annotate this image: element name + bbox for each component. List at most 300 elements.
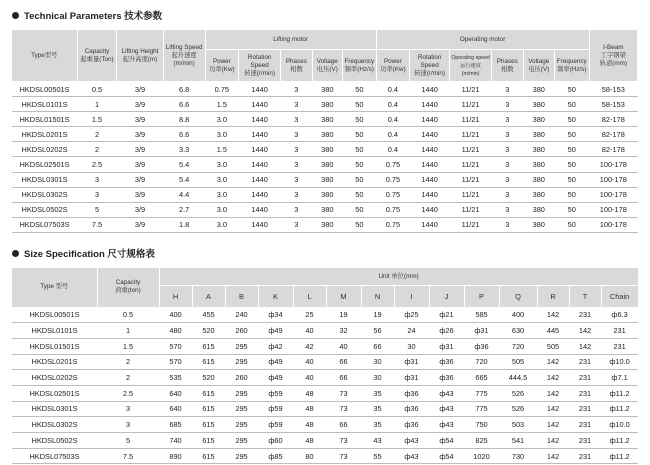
col-lifting-height-header: Lifting Height 起升高度(m) — [117, 30, 163, 82]
table-cell: 3 — [281, 142, 312, 157]
table-cell: 505 — [537, 338, 569, 354]
table-cell: 720 — [499, 338, 537, 354]
table-cell: ф59 — [258, 385, 293, 401]
table-cell: 380 — [523, 127, 554, 142]
table-cell: ф43 — [394, 433, 429, 449]
size-specification-body — [12, 307, 638, 464]
table-cell: 295 — [225, 417, 258, 433]
table-cell: 0.75 — [376, 187, 410, 202]
table-cell: 50 — [343, 97, 377, 112]
table-cell: 0.75 — [376, 172, 410, 187]
table-cell: 380 — [312, 157, 342, 172]
table-cell: 455 — [192, 307, 225, 323]
col-dim-header: A — [192, 286, 225, 308]
table-cell: 3 — [492, 82, 523, 97]
table-row — [12, 433, 638, 449]
table-cell: 380 — [523, 172, 554, 187]
table-row — [12, 82, 638, 97]
table-cell: 3/9 — [117, 172, 163, 187]
table-cell: ф31 — [464, 323, 499, 339]
table-cell: 231 — [569, 354, 601, 370]
table-cell: 825 — [464, 433, 499, 449]
model-cell: HKDSL0502S — [12, 202, 77, 217]
model-cell: HKDSL0101S — [12, 323, 97, 339]
table-cell: 400 — [499, 307, 537, 323]
table-row — [12, 448, 638, 464]
model-cell: HKDSL0302S — [12, 187, 77, 202]
table-cell: 1440 — [239, 217, 281, 232]
table-cell: 585 — [464, 307, 499, 323]
table-cell: 640 — [159, 401, 192, 417]
table-cell: 526 — [499, 385, 537, 401]
table-cell: 2 — [77, 127, 117, 142]
table-cell: 3 — [492, 142, 523, 157]
table-cell: 615 — [192, 354, 225, 370]
table-cell: 142 — [537, 354, 569, 370]
table-cell: 73 — [326, 448, 361, 464]
table-cell: 2 — [97, 354, 159, 370]
table-cell: 3/9 — [117, 82, 163, 97]
table-cell: 50 — [343, 157, 377, 172]
table-cell: 1.5 — [205, 97, 239, 112]
table-cell: ф10.0 — [601, 354, 638, 370]
table-cell: 1440 — [410, 217, 450, 232]
table-cell: 503 — [499, 417, 537, 433]
col-dim-header: H — [159, 286, 192, 308]
table-cell: 520 — [192, 370, 225, 386]
model-cell: HKDSL00501S — [12, 82, 77, 97]
table-cell: 3 — [492, 97, 523, 112]
table-cell: 1440 — [239, 97, 281, 112]
model-cell: HKDSL0302S — [12, 417, 97, 433]
table-cell: 142 — [537, 417, 569, 433]
table-row — [12, 172, 638, 187]
table-cell: ф25 — [394, 307, 429, 323]
table-cell: 570 — [159, 354, 192, 370]
table-cell: 50 — [554, 112, 589, 127]
table-cell: 0.75 — [205, 82, 239, 97]
table-cell: 3.0 — [205, 202, 239, 217]
table-cell: 1440 — [239, 187, 281, 202]
table-cell: 380 — [312, 187, 342, 202]
table-cell: 0.75 — [376, 217, 410, 232]
model-cell: HKDSL0101S — [12, 97, 77, 112]
table-cell: 48 — [293, 385, 326, 401]
model-cell: HKDSL0202S — [12, 370, 97, 386]
table-cell: 3 — [281, 217, 312, 232]
table-cell: 5.4 — [163, 172, 205, 187]
col-dim-header: B — [225, 286, 258, 308]
table-cell: 3 — [281, 127, 312, 142]
table-cell: ф36 — [394, 417, 429, 433]
table-cell: 1440 — [239, 157, 281, 172]
table-row — [12, 97, 638, 112]
col-om-voltage-header: Voltage 电压(V) — [523, 50, 554, 82]
unit-group-header: Unit 单位(mm) — [159, 268, 638, 286]
table-cell: 1440 — [239, 112, 281, 127]
table-cell: 0.4 — [376, 97, 410, 112]
table-cell: 380 — [523, 157, 554, 172]
table-cell: 3.0 — [205, 217, 239, 232]
table-cell: 82-178 — [589, 142, 637, 157]
table-row — [12, 385, 638, 401]
table-cell: ф36 — [429, 354, 464, 370]
model-cell: HKDSL07503S — [12, 448, 97, 464]
table-cell: 19 — [326, 307, 361, 323]
table-cell: 445 — [537, 323, 569, 339]
table-cell: 142 — [537, 307, 569, 323]
table-cell: 3 — [281, 187, 312, 202]
table-cell: ф11.2 — [601, 385, 638, 401]
table-cell: 11/21 — [450, 202, 492, 217]
technical-parameters-title — [12, 8, 162, 22]
table-cell: 50 — [343, 112, 377, 127]
col-type-header: Type 型号 — [12, 268, 97, 307]
table-cell: 3/9 — [117, 187, 163, 202]
table-row — [12, 354, 638, 370]
table-cell: 66 — [326, 354, 361, 370]
table-cell: 66 — [361, 338, 394, 354]
table-cell: 1.8 — [163, 217, 205, 232]
table-cell: 5.4 — [163, 157, 205, 172]
model-cell: HKDSL0202S — [12, 142, 77, 157]
table-cell: 142 — [569, 323, 601, 339]
col-capacity-header: Capacity 起重量(Ton) — [77, 30, 117, 82]
table-cell: 2.7 — [163, 202, 205, 217]
table-row — [12, 112, 638, 127]
table-cell: 480 — [159, 323, 192, 339]
table-cell: 11/21 — [450, 187, 492, 202]
table-cell: ф59 — [258, 401, 293, 417]
table-cell: 3 — [281, 82, 312, 97]
model-cell: HKDSL0301S — [12, 401, 97, 417]
table-cell: 35 — [361, 385, 394, 401]
table-cell: 7.5 — [77, 217, 117, 232]
table-cell: 295 — [225, 385, 258, 401]
table-cell: 30 — [394, 338, 429, 354]
table-cell: 4.4 — [163, 187, 205, 202]
table-cell: 73 — [326, 433, 361, 449]
table-cell: 231 — [601, 323, 638, 339]
table-cell: 3.0 — [205, 127, 239, 142]
table-cell: 3 — [281, 157, 312, 172]
table-cell: ф34 — [258, 307, 293, 323]
model-cell: HKDSL0201S — [12, 354, 97, 370]
table-cell: 1.5 — [205, 142, 239, 157]
table-cell: 1440 — [410, 127, 450, 142]
table-cell: 2 — [77, 142, 117, 157]
table-row — [12, 401, 638, 417]
table-cell: 50 — [343, 217, 377, 232]
table-cell: 6.8 — [163, 82, 205, 97]
table-cell: 43 — [361, 433, 394, 449]
table-cell: 82-178 — [589, 112, 637, 127]
table-cell: 50 — [554, 202, 589, 217]
table-cell: ф7.1 — [601, 370, 638, 386]
table-cell: 1440 — [239, 142, 281, 157]
table-cell: 1020 — [464, 448, 499, 464]
table-cell: 380 — [312, 172, 342, 187]
table-cell: 58-153 — [589, 82, 637, 97]
table-cell: 3.0 — [205, 157, 239, 172]
table-cell: 1440 — [410, 202, 450, 217]
table-row — [12, 338, 638, 354]
table-cell: 66 — [326, 370, 361, 386]
table-cell: 750 — [464, 417, 499, 433]
table-cell: 3.0 — [205, 187, 239, 202]
table-cell: 3 — [492, 202, 523, 217]
table-cell: 1440 — [239, 82, 281, 97]
table-cell: 142 — [569, 338, 601, 354]
table-cell: 0.4 — [376, 112, 410, 127]
col-om-rotation-header: Rotation Speed 转速(r/min) — [410, 50, 450, 82]
table-cell: 0.5 — [77, 82, 117, 97]
table-cell: 295 — [225, 338, 258, 354]
table-cell: 82-178 — [589, 127, 637, 142]
table-cell: 1440 — [410, 157, 450, 172]
table-cell: ф6.3 — [601, 307, 638, 323]
table-cell: 3 — [97, 401, 159, 417]
col-lm-phases-header: Phases 相数 — [281, 50, 312, 82]
table-cell: 380 — [523, 82, 554, 97]
table-cell: ф42 — [258, 338, 293, 354]
table-cell: 295 — [225, 448, 258, 464]
table-cell: 24 — [394, 323, 429, 339]
table-cell: 73 — [326, 385, 361, 401]
table-cell: ф43 — [429, 417, 464, 433]
table-cell: 56 — [361, 323, 394, 339]
table-cell: 3.3 — [163, 142, 205, 157]
table-cell: ф31 — [429, 338, 464, 354]
table-cell: 142 — [537, 448, 569, 464]
table-cell: ф36 — [464, 338, 499, 354]
table-cell: 30 — [361, 370, 394, 386]
table-cell: 35 — [361, 401, 394, 417]
table-cell: 19 — [361, 307, 394, 323]
table-cell: 380 — [523, 112, 554, 127]
table-cell: 3.0 — [205, 112, 239, 127]
table-cell: 1440 — [410, 82, 450, 97]
table-cell: 890 — [159, 448, 192, 464]
model-cell: HKDSL01501S — [12, 338, 97, 354]
table-cell: 50 — [554, 82, 589, 97]
table-cell: 50 — [343, 172, 377, 187]
table-cell: 40 — [293, 323, 326, 339]
table-cell: 231 — [569, 401, 601, 417]
table-cell: 0.75 — [376, 202, 410, 217]
table-cell: ф54 — [429, 448, 464, 464]
table-cell: 48 — [293, 433, 326, 449]
table-cell: ф21 — [429, 307, 464, 323]
table-cell: 1440 — [410, 187, 450, 202]
table-cell: 0.4 — [376, 82, 410, 97]
bullet-icon — [12, 12, 19, 19]
model-cell: HKDSL02501S — [12, 385, 97, 401]
technical-parameters-table — [12, 30, 638, 233]
table-cell: 0.4 — [376, 127, 410, 142]
size-specification-title — [12, 246, 155, 260]
table-cell: 11/21 — [450, 142, 492, 157]
table-cell: ф36 — [394, 401, 429, 417]
table-cell: 3 — [492, 187, 523, 202]
table-cell: 3 — [281, 172, 312, 187]
table-row — [12, 217, 638, 232]
table-cell: 40 — [293, 354, 326, 370]
table-cell: 32 — [326, 323, 361, 339]
table-cell: 380 — [312, 217, 342, 232]
model-cell: HKDSL00501S — [12, 307, 97, 323]
model-cell: HKDSL02501S — [12, 157, 77, 172]
table-cell: 3 — [97, 417, 159, 433]
table-cell: 6.6 — [163, 127, 205, 142]
table-cell: 640 — [159, 385, 192, 401]
table-cell: 142 — [537, 401, 569, 417]
table-cell: ф43 — [394, 448, 429, 464]
table-cell: 3 — [281, 202, 312, 217]
table-row — [12, 307, 638, 323]
table-cell: 231 — [601, 338, 638, 354]
table-cell: 2.5 — [97, 385, 159, 401]
technical-parameters-body — [12, 82, 638, 233]
table-cell: ф26 — [429, 323, 464, 339]
table-cell: 142 — [537, 433, 569, 449]
table-cell: 3 — [492, 157, 523, 172]
col-dim-header: Chain — [601, 286, 638, 308]
table-cell: 630 — [499, 323, 537, 339]
operating-motor-group-header: Operating motor — [376, 30, 589, 50]
table-cell: 48 — [293, 401, 326, 417]
table-cell: 5 — [77, 202, 117, 217]
table-cell: 3 — [492, 127, 523, 142]
table-cell: 505 — [499, 354, 537, 370]
table-cell: 295 — [225, 354, 258, 370]
col-lifting-speed-header: Lifting Speed 起升速度 (m/min) — [163, 30, 205, 82]
table-cell: 50 — [554, 187, 589, 202]
table-row — [12, 417, 638, 433]
table-cell: 3/9 — [117, 157, 163, 172]
table-cell: 100-178 — [589, 172, 637, 187]
table-cell: 7.5 — [97, 448, 159, 464]
table-cell: 231 — [569, 433, 601, 449]
table-cell: 535 — [159, 370, 192, 386]
table-cell: 11/21 — [450, 112, 492, 127]
table-cell: 3/9 — [117, 217, 163, 232]
size-specification-table — [12, 268, 639, 464]
lifting-motor-group-header: Lifting motor — [205, 30, 376, 50]
table-cell: 665 — [464, 370, 499, 386]
table-cell: 3 — [281, 112, 312, 127]
table-cell: 570 — [159, 338, 192, 354]
table-cell: 380 — [523, 217, 554, 232]
table-cell: 2.5 — [77, 157, 117, 172]
col-om-phases-header: Phases 相数 — [492, 50, 523, 82]
table-cell: 3/9 — [117, 142, 163, 157]
table-cell: 50 — [554, 172, 589, 187]
table-cell: 3 — [77, 187, 117, 202]
table-cell: 231 — [569, 417, 601, 433]
table-cell: 380 — [523, 97, 554, 112]
table-cell: ф54 — [429, 433, 464, 449]
table-cell: 50 — [554, 97, 589, 112]
table-row — [12, 157, 638, 172]
table-cell: 520 — [192, 323, 225, 339]
table-row — [12, 370, 638, 386]
table-cell: 295 — [225, 433, 258, 449]
table-cell: 730 — [499, 448, 537, 464]
table-cell: 1440 — [239, 172, 281, 187]
table-cell: 5 — [97, 433, 159, 449]
table-cell: 100-178 — [589, 157, 637, 172]
table-cell: 100-178 — [589, 217, 637, 232]
table-cell: ф49 — [258, 323, 293, 339]
table-cell: 11/21 — [450, 127, 492, 142]
table-cell: 380 — [312, 142, 342, 157]
table-cell: ф31 — [394, 354, 429, 370]
table-cell: 58-153 — [589, 97, 637, 112]
table-cell: 25 — [293, 307, 326, 323]
table-cell: 1440 — [410, 142, 450, 157]
table-cell: 3 — [492, 112, 523, 127]
table-cell: 8.8 — [163, 112, 205, 127]
col-om-speed-header: Operating speed 运行速度 (m/min) — [450, 50, 492, 82]
table-cell: 380 — [312, 82, 342, 97]
col-lm-rotation-header: Rotation Speed 转速(r/min) — [239, 50, 281, 82]
col-capacity-header: Capacity 荷重(ton) — [97, 268, 159, 307]
col-lm-voltage-header: Voltage 电压(V) — [312, 50, 342, 82]
table-cell: 3/9 — [117, 127, 163, 142]
table-cell: 260 — [225, 323, 258, 339]
table-cell: 615 — [192, 433, 225, 449]
col-dim-header: K — [258, 286, 293, 308]
col-om-frequency-header: Frequency 频率(Hz/s) — [554, 50, 589, 82]
table-cell: 380 — [312, 97, 342, 112]
table-cell: 50 — [343, 187, 377, 202]
table-cell: 11/21 — [450, 82, 492, 97]
col-dim-header: Q — [499, 286, 537, 308]
table-cell: 73 — [326, 401, 361, 417]
table-cell: 30 — [361, 354, 394, 370]
table-cell: ф49 — [258, 370, 293, 386]
table-cell: 775 — [464, 385, 499, 401]
table-cell: 260 — [225, 370, 258, 386]
table-cell: 50 — [554, 217, 589, 232]
table-cell: 50 — [343, 202, 377, 217]
col-dim-header: J — [429, 286, 464, 308]
table-cell: 526 — [499, 401, 537, 417]
table-cell: 615 — [192, 417, 225, 433]
table-cell: 40 — [293, 370, 326, 386]
table-cell: 231 — [569, 385, 601, 401]
table-cell: ф11.2 — [601, 401, 638, 417]
table-cell: 1440 — [410, 172, 450, 187]
section-title-text: Size Specification 尺寸规格表 — [24, 249, 155, 260]
col-om-power-header: Power 功率(Kw) — [376, 50, 410, 82]
table-cell: 541 — [499, 433, 537, 449]
table-cell: 35 — [361, 417, 394, 433]
table-cell: 3.0 — [205, 172, 239, 187]
table-cell: 295 — [225, 401, 258, 417]
model-cell: HKDSL0301S — [12, 172, 77, 187]
table-cell: 40 — [326, 338, 361, 354]
col-dim-header: T — [569, 286, 601, 308]
col-dim-header: P — [464, 286, 499, 308]
col-dim-header: N — [361, 286, 394, 308]
table-cell: 11/21 — [450, 157, 492, 172]
table-cell: 240 — [225, 307, 258, 323]
table-cell: ф85 — [258, 448, 293, 464]
table-cell: 142 — [537, 385, 569, 401]
table-cell: 100-178 — [589, 187, 637, 202]
